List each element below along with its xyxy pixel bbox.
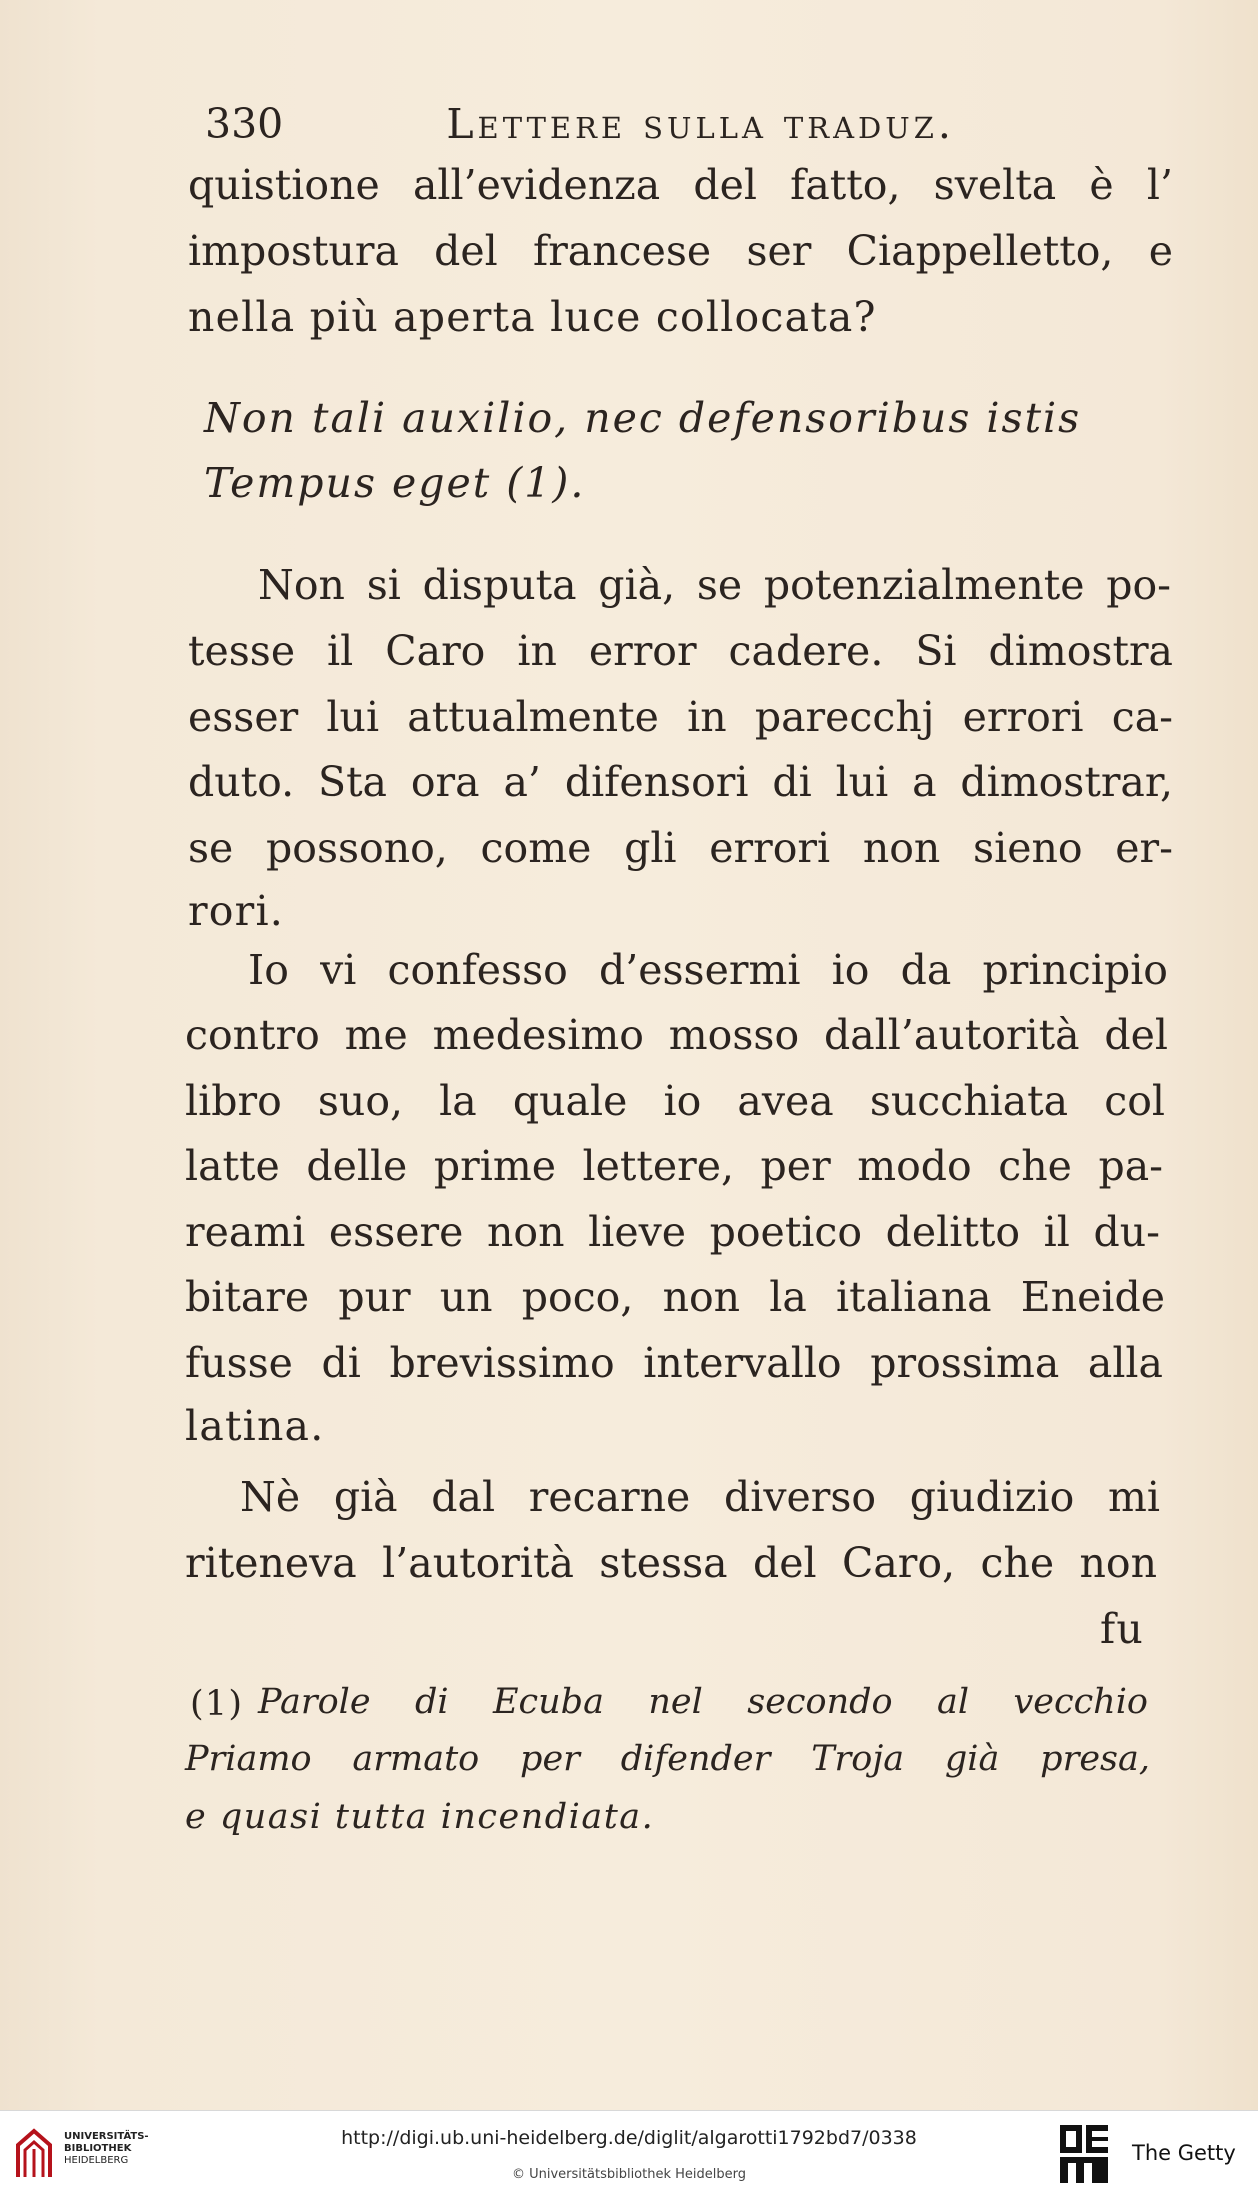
text-line: rori. — [188, 887, 285, 935]
footnote-line: Parole di Ecuba nel secondo al vecchio — [258, 1682, 1148, 1722]
copyright-notice: © Universitätsbibliothek Heidelberg — [511, 2167, 746, 2182]
text-line: Non si disputa già, se potenzialmente po- — [258, 561, 1171, 609]
text-line: contro me medesimo mosso dall’autorità del — [185, 1011, 1168, 1059]
partner-name: The Getty — [1132, 2141, 1236, 2165]
text-line: riteneva l’autorità stessa del Caro, che non — [185, 1539, 1157, 1587]
getty-logo-icon — [1058, 2123, 1112, 2185]
institution-line: BIBLIOTHEK — [64, 2143, 132, 2154]
viewer-footer — [0, 2110, 1258, 2197]
text-line: impostura del francese ser Ciappelletto, e — [188, 227, 1173, 275]
footnote-line: e quasi tutta incendiata. — [185, 1797, 655, 1837]
footnote-marker: (1) — [190, 1684, 244, 1724]
text-line: esser lui attualmente in parecchj errori ca- — [188, 693, 1173, 741]
text-line: reami essere non lieve poetico delitto il du- — [185, 1208, 1160, 1256]
footnote-line: Priamo armato per difender Troja già presa, — [185, 1739, 1150, 1779]
institution-line: HEIDELBERG — [64, 2155, 129, 2166]
text-line: Io vi confesso d’essermi io da principio — [248, 946, 1168, 994]
text-line: latina. — [185, 1402, 325, 1450]
catchword: fu — [1100, 1605, 1144, 1653]
text-line: fusse di brevissimo intervallo prossima alla — [185, 1339, 1163, 1387]
text-line: latte delle prime lettere, per modo che pa- — [185, 1142, 1163, 1190]
text-line: duto. Sta ora a’ difensori di lui a dimostrar, — [188, 758, 1173, 806]
text-line: quistione all’evidenza del fatto, svelta è l’ — [188, 161, 1173, 209]
quote-line: Non tali auxilio, nec defensoribus istis — [204, 394, 1082, 442]
institution-line: UNIVERSITÄTS- — [64, 2131, 149, 2142]
quote-line: Tempus eget (1). — [204, 459, 586, 507]
permalink-url[interactable]: http://digi.ub.uni-heidelberg.de/diglit/algarotti1792bd7/0338 — [341, 2127, 917, 2149]
text-line: se possono, come gli errori non sieno er- — [188, 824, 1173, 872]
text-line: libro suo, la quale io avea succhiata col — [185, 1077, 1165, 1125]
running-title: Lettere sulla traduz. — [446, 100, 955, 148]
text-line: nella più aperta luce collocata? — [188, 293, 877, 341]
page-number: 330 — [205, 100, 284, 148]
text-line: tesse il Caro in error cadere. Si dimostra — [188, 627, 1173, 675]
text-line: Nè già dal recarne diverso giudizio mi — [240, 1473, 1160, 1521]
text-line: bitare pur un poco, non la italiana Eneide — [185, 1273, 1165, 1321]
running-header — [205, 100, 955, 148]
